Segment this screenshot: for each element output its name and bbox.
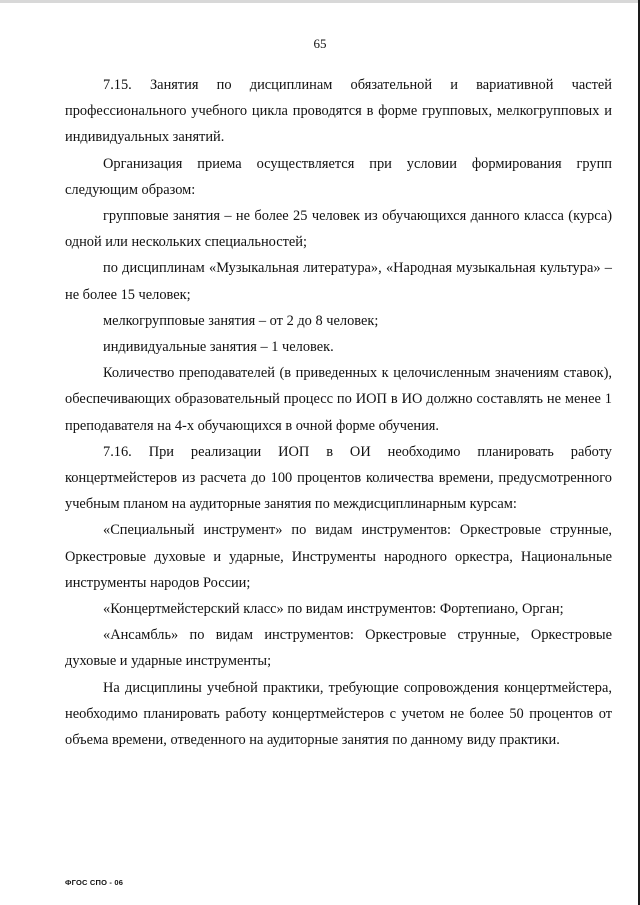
paragraph-literature-classes: по дисциплинам «Музыкальная литература», «Народная музыкальная культура» – не более 15 человек; [65, 260, 612, 303]
paragraph-group-classes: групповые занятия – не более 25 человек из обучающихся данного класса (курса) одной или нескольких специальностей; [65, 208, 612, 251]
paragraph-small-group-classes: мелкогрупповые занятия – от 2 до 8 человек; [103, 312, 379, 329]
paragraph-7-15: 7.15. Занятия по дисциплинам обязательной и вариативной частей профессионального учебного цикла проводятся в форме групповых, мелкогрупповых и индивидуальных занятий. [65, 77, 612, 146]
paragraph-practice: На дисциплины учебной практики, требующие сопровождения концертмейстера, необходимо планировать работу концертмейстеров с учетом не более 50 процентов от объема времени, отведенного на аудиторные занятия по данному виду практики. [65, 679, 612, 749]
scan-top-edge [0, 0, 640, 3]
page-footer: ФГОС СПО - 06 [65, 878, 124, 887]
paragraph-special-instrument: «Специальный инструмент» по видам инструментов: Оркестровые струнные, Оркестровые духовые и ударные, Инструменты народного оркестра, Национальные инструменты народов России; [65, 522, 612, 591]
paragraph-ensemble: «Ансамбль» по видам инструментов: Оркестровые струнные, Оркестровые духовые и ударные инструменты; [65, 627, 612, 670]
document-body [65, 72, 612, 753]
paragraph-admission: Организация приема осуществляется при условии формирования групп следующим образом: [65, 155, 612, 198]
page-number: 65 [313, 36, 327, 51]
paragraph-individual-classes: индивидуальные занятия – 1 человек. [103, 339, 334, 356]
paragraph-teacher-count: Количество преподавателей (в приведенных к целочисленным значениям ставок), обеспечивающих образовательный процесс по ИОП в ИО должно составлять не менее 1 преподавателя на 4-х обучающихся в очной форме обучения. [65, 365, 612, 434]
paragraph-accompanist-class: «Концертмейстерский класс» по видам инструментов: Фортепиано, Орган; [103, 601, 564, 618]
paragraph-7-16: 7.16. При реализации ИОП в ОИ необходимо планировать работу концертмейстеров из расчета до 100 процентов количества времени, предусмотренного учебным планом на аудиторные занятия по междисциплинарным курсам: [65, 443, 612, 513]
